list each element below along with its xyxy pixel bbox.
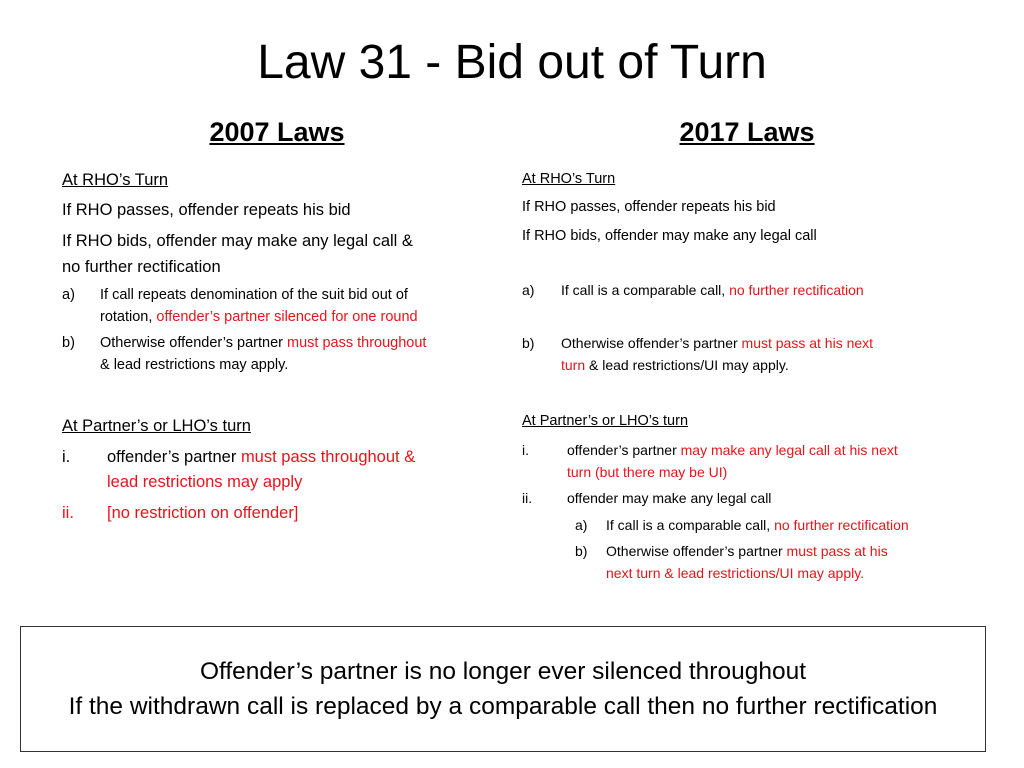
heading-2017-laws: 2017 Laws	[679, 117, 815, 147]
rho-turn-heading-2017: At RHO’s Turn	[522, 171, 616, 187]
item-i-line1-red-2017: may make any legal call at his next	[680, 442, 898, 458]
item-i-line2-2017: turn (but there may be UI)	[567, 464, 728, 480]
rho-bids-2017: If RHO bids, offender may make any legal call	[522, 228, 817, 244]
sub-item-b-line2-2017: next turn & lead restrictions/UI may apply.	[606, 565, 865, 581]
rho-passes-2017: If RHO passes, offender repeats his bid	[522, 199, 776, 215]
sub-item-b-line1-2017	[606, 541, 888, 562]
rho-turn-heading-2007: At RHO’s Turn	[62, 171, 169, 189]
item-i-marker-2007: i.	[62, 448, 71, 466]
item-b-line1-red: must pass throughout	[287, 335, 427, 351]
item-b-line1-red-2017: must pass at his next	[741, 335, 874, 351]
item-b-line1-2007	[100, 333, 426, 354]
item-b-line1-2017	[561, 333, 873, 354]
item-b-line2-2007: & lead restrictions may apply.	[100, 357, 289, 373]
item-b-line2-2017	[561, 355, 789, 376]
item-b-marker-2007: b)	[62, 335, 75, 351]
summary-line-1: Offender’s partner is no longer ever silenced throughout	[199, 658, 807, 685]
sub-item-a-marker-2017: a)	[575, 517, 588, 533]
item-a-text-2017	[561, 280, 864, 301]
summary-line-2: If the withdrawn call is replaced by a comparable call then no further rectification	[68, 693, 938, 720]
item-a-line2-black: rotation,	[100, 309, 157, 325]
lho-turn-heading-2007: At Partner’s or LHO’s turn	[62, 417, 251, 435]
item-i-line1-2017	[567, 440, 898, 461]
item-b-line2-black-2017: & lead restrictions/UI may apply.	[585, 357, 789, 373]
item-a-line2-2007	[100, 307, 418, 328]
item-b-line1-black: Otherwise offender’s partner	[100, 335, 287, 351]
item-i-marker-2017: i.	[522, 442, 529, 458]
sub-item-b-line1-black-2017: Otherwise offender’s partner	[606, 543, 787, 559]
heading-2007-laws: 2007 Laws	[209, 117, 345, 147]
item-ii-marker-2007: ii.	[62, 504, 74, 522]
item-a-black-2017: If call is a comparable call,	[561, 282, 730, 298]
slide-title: Law 31 - Bid out of Turn	[257, 36, 767, 89]
item-b-line1-black-2017: Otherwise offender’s partner	[561, 335, 742, 351]
item-a-marker-2007: a)	[62, 287, 75, 303]
sub-item-b-line1-red-2017: must pass at his	[786, 543, 888, 559]
item-b-marker-2017: b)	[522, 335, 535, 351]
sub-item-a-black-2017: If call is a comparable call,	[606, 517, 775, 533]
item-a-line1-2007: If call repeats denomination of the suit bid out of	[100, 287, 408, 303]
item-i-line1-black-2017: offender’s partner	[567, 442, 681, 458]
sub-item-a-text-2017	[606, 515, 909, 536]
sub-item-a-red-2017: no further rectification	[774, 517, 909, 533]
item-ii-text-2017: offender may make any legal call	[567, 490, 772, 506]
rho-bids-2007-line2: no further rectification	[62, 258, 221, 276]
sub-item-b-marker-2017: b)	[575, 543, 588, 559]
item-a-line2-red: offender’s partner silenced for one round	[156, 309, 418, 325]
item-i-line1-black: offender’s partner	[107, 448, 241, 466]
item-ii-marker-2017: ii.	[522, 490, 533, 506]
item-ii-text-2007: [no restriction on offender]	[107, 504, 299, 522]
item-i-line1-red: must pass throughout &	[240, 448, 416, 466]
rho-bids-2007-line1: If RHO bids, offender may make any legal call &	[62, 232, 413, 250]
item-i-line1-2007	[107, 446, 415, 468]
item-b-line2-red-2017: turn	[561, 357, 586, 373]
item-a-red-2017: no further rectification	[729, 282, 864, 298]
rho-passes-2007: If RHO passes, offender repeats his bid	[62, 201, 351, 219]
lho-turn-heading-2017: At Partner’s or LHO’s turn	[522, 413, 689, 429]
item-i-line2-2007: lead restrictions may apply	[107, 473, 303, 491]
summary-box	[20, 626, 986, 752]
item-a-marker-2017: a)	[522, 282, 535, 298]
